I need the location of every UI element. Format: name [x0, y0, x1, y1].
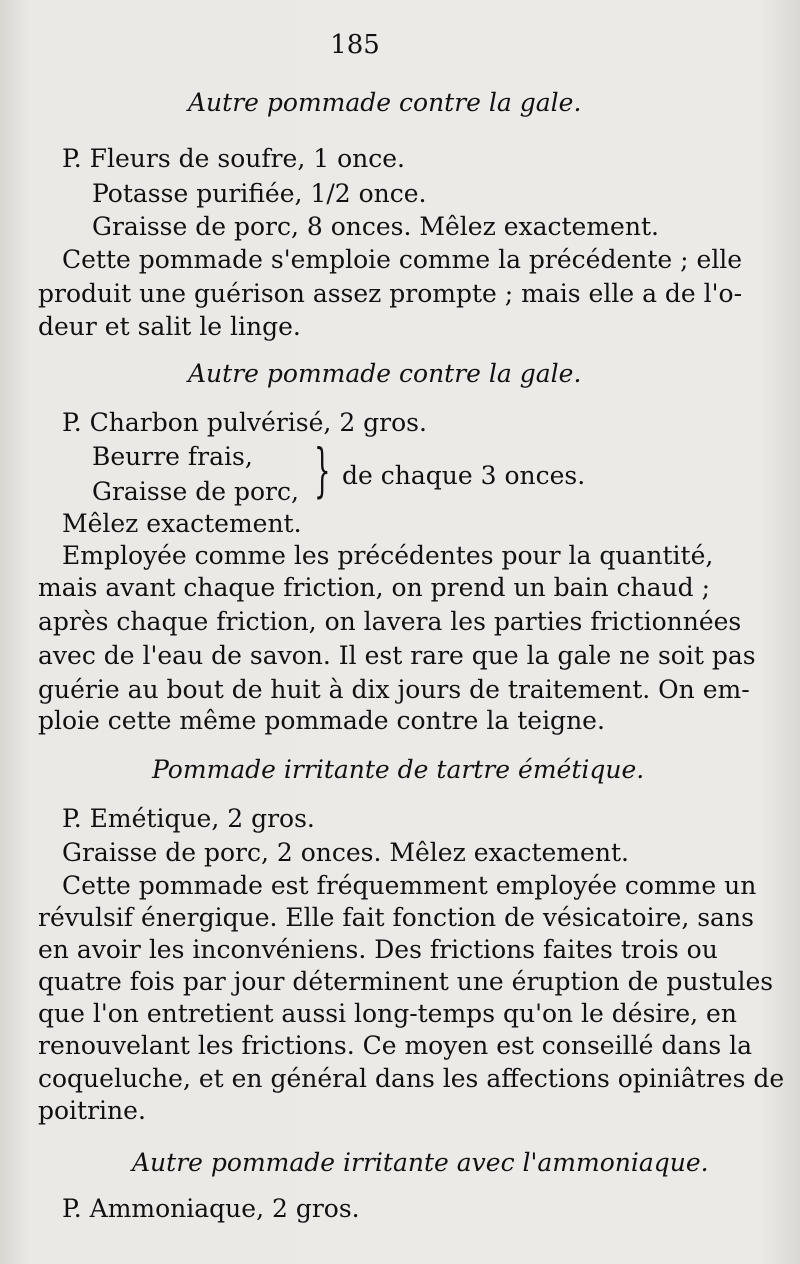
brace-symbol: }	[314, 436, 331, 504]
paragraph-line: quatre fois par jour déterminent une éruption de pustules	[38, 967, 774, 996]
section-heading: Pommade irritante de tartre émétique.	[152, 755, 645, 784]
paragraph-line: Employée comme les précédentes pour la quantité,	[62, 541, 714, 570]
paragraph-line: deur et salit le linge.	[38, 312, 301, 341]
paragraph-line: révulsif énergique. Elle fait fonction de vésicatoire, sans	[38, 903, 754, 932]
recipe-line: Potasse purifiée, 1/2 once.	[92, 179, 427, 208]
paragraph-line: coqueluche, et en général dans les affections opiniâtres de	[38, 1064, 785, 1093]
paragraph-line: Cette pommade s'emploie comme la précédente ; elle	[62, 245, 743, 274]
recipe-line: Graisse de porc, 2 onces. Mêlez exactement.	[62, 838, 629, 867]
recipe-line: de chaque 3 onces.	[342, 461, 586, 490]
paragraph-line: Cette pommade est fréquemment employée comme un	[62, 871, 757, 900]
paragraph-line: produit une guérison assez prompte ; mais elle a de l'o-	[38, 279, 743, 308]
recipe-line: Mêlez exactement.	[62, 509, 302, 538]
section-heading: Autre pommade contre la gale.	[188, 88, 582, 117]
recipe-line: P. Charbon pulvérisé, 2 gros.	[62, 408, 427, 437]
recipe-line: P. Ammoniaque, 2 gros.	[62, 1194, 360, 1223]
recipe-line: Graisse de porc,	[92, 477, 299, 506]
section-heading: Autre pommade irritante avec l'ammoniaque.	[132, 1148, 709, 1177]
recipe-line: P. Fleurs de soufre, 1 once.	[62, 144, 405, 173]
section-heading: Autre pommade contre la gale.	[188, 359, 582, 388]
paragraph-line: poitrine.	[38, 1096, 146, 1125]
paragraph-line: renouvelant les frictions. Ce moyen est conseillé dans la	[38, 1031, 753, 1060]
paragraph-line: après chaque friction, on lavera les parties frictionnées	[38, 607, 742, 636]
paragraph-line: mais avant chaque friction, on prend un bain chaud ;	[38, 573, 711, 602]
recipe-line: Graisse de porc, 8 onces. Mêlez exactement.	[92, 212, 659, 241]
paragraph-line: avec de l'eau de savon. Il est rare que la gale ne soit pas	[38, 641, 756, 670]
paragraph-line: ploie cette même pommade contre la teigne.	[38, 706, 605, 735]
page-number: 185	[330, 30, 380, 60]
paragraph-line: que l'on entretient aussi long-temps qu'on le désire, en	[38, 999, 737, 1028]
recipe-line: Beurre frais,	[92, 442, 253, 471]
recipe-line: P. Emétique, 2 gros.	[62, 804, 315, 833]
paragraph-line: guérie au bout de huit à dix jours de traitement. On em-	[38, 675, 750, 704]
paragraph-line: en avoir les inconvéniens. Des frictions faites trois ou	[38, 935, 718, 964]
